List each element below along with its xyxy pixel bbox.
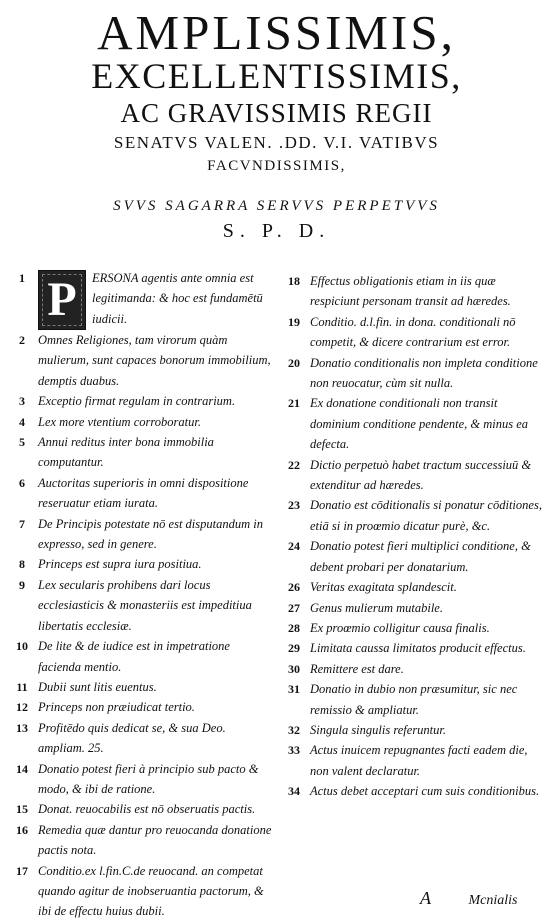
title-line-2: EXCELLENTISSIMIS, (91, 56, 462, 96)
summary-number: 4 (19, 414, 25, 429)
summary-text: Veritas exagitata splandescit. (310, 580, 457, 595)
summary-item (282, 781, 544, 801)
summary-item (10, 575, 275, 636)
summary-number: 9 (19, 577, 25, 592)
title-line-5: FACVNDISSIMIS, (207, 158, 346, 174)
summary-text: Ex donatione conditionali non transit dominium conditione pendente, & minus ea defecta. (310, 396, 529, 452)
summary-item (10, 697, 275, 717)
summary-number: 29 (288, 641, 300, 656)
summary-item (10, 473, 275, 514)
summary-text: Ex proœmio colligitur causa finalis. (310, 620, 490, 635)
summary-text: Remedia quæ dantur pro reuocanda donatione pactis nota. (38, 822, 272, 858)
summary-text: Exceptio firmat regulam in contrarium. (38, 394, 236, 409)
summary-number: 2 (19, 333, 25, 347)
summary-number: 7 (19, 516, 25, 531)
summary-number: 12 (16, 700, 28, 715)
summary-item (282, 271, 544, 312)
summary-number: 8 (19, 557, 25, 572)
summary-item (10, 268, 275, 330)
summary-column-right (282, 271, 544, 802)
summary-number: 26 (288, 580, 300, 595)
summary-number: 34 (288, 784, 300, 799)
summary-item (282, 638, 544, 658)
summary-number: 28 (288, 620, 300, 635)
title-line-4: SENATVS VALEN. .DD. V.I. VATIBVS (113, 133, 440, 152)
summary-text: Donatio potest fieri multiplici conditione, & debent probari per donatarium. (310, 539, 531, 574)
summary-text: Conditio.ex l.fin.C.de reuocand. an competat quando agitur de inobseruantia pactorum, & ibi de effectu huius dubii. (38, 863, 264, 919)
summary-text: Omnes Religiones, tam virorum quàm mulierum, sunt capaces bonorum immobilium, demptis duabus. (38, 333, 271, 388)
summary-text: Genus mulierum mutabile. (310, 600, 443, 615)
summary-item (282, 720, 544, 740)
title-line-3: AC GRAVISSIMIS REGII (120, 98, 433, 128)
summary-text: Conditio. d.l.fin. in dona. conditionali nō competit, & dicere contrarium est error. (310, 314, 516, 350)
summary-column-left (10, 268, 275, 922)
summary-number: 13 (16, 720, 28, 735)
summary-item (282, 495, 544, 536)
summary-number: 14 (16, 761, 28, 776)
summary-item (282, 455, 544, 496)
summary-number: 31 (288, 682, 300, 697)
summary-item (10, 718, 275, 759)
summary-text: Actus inuicem repugnantes facti eadem die, non valent declaratur. (310, 743, 528, 778)
summary-item (10, 799, 275, 819)
summary-item (10, 514, 275, 555)
summary-text: Remittere est dare. (310, 661, 404, 676)
summary-item (282, 598, 544, 618)
summary-number: 11 (16, 679, 28, 694)
summary-number: 1 (19, 271, 25, 285)
catchword: Mcnialis (468, 893, 518, 908)
summary-item (282, 659, 544, 679)
summary-item (10, 636, 275, 677)
summary-item (282, 353, 544, 394)
summary-item (282, 679, 544, 720)
signature-mark: A (420, 888, 431, 908)
summary-text: Profitēdo quis dedicat se, & sua Deo. ampliam. 25. (38, 720, 226, 756)
summary-item (282, 740, 544, 781)
title-line-1: AMPLISSIMIS, (97, 5, 456, 60)
summary-text: Donat. reuocabilis est nō obseruatis pactis. (38, 802, 256, 817)
salutation: S. P. D. (222, 220, 331, 242)
summary-text: Princeps est supra iura positiua. (38, 557, 202, 572)
summary-text: Lex more vtentium corroboratur. (38, 414, 201, 429)
summary-number: 20 (288, 355, 300, 370)
summary-text: Donatio potest fieri à principio sub pacto & modo, & ibi de ratione. (38, 761, 259, 796)
summary-item (10, 412, 275, 432)
summary-item (10, 677, 275, 697)
summary-number: 6 (19, 475, 25, 490)
summary-item (282, 618, 544, 638)
summary-text: Actus debet acceptari cum suis conditionibus. (310, 784, 540, 799)
summary-text: ERSONA agentis ante omnia est legitimanda: & hoc est fundamētū iudicii. (92, 271, 263, 326)
summary-number: 24 (288, 539, 300, 554)
page-footer (420, 888, 518, 909)
dedication-line: SVVS SAGARRA SERVVS PERPETVVS (113, 198, 440, 214)
summary-text: De Principis potestate nō est disputandum in expresso, sed in genere. (38, 516, 263, 552)
summary-item (282, 312, 544, 353)
summary-text: Donatio conditionalis non impleta conditione non reuocatur, cùm sit nulla. (310, 355, 538, 391)
summary-number: 10 (16, 639, 28, 654)
summary-text: De lite & de iudice est in impetratione facienda mentio. (38, 639, 230, 674)
summary-text: Annui reditus inter bona immobilia computantur. (38, 435, 214, 470)
summary-text: Lex secularis prohibens dari locus ecclesiasticis & monasteriis est impeditiua libertatis ecclesiæ. (38, 577, 252, 633)
summary-item (10, 432, 275, 473)
summary-number: 3 (19, 394, 25, 409)
initial-letter: P (47, 273, 77, 326)
summary-item (10, 391, 275, 411)
summary-number: 18 (288, 274, 300, 288)
summary-text: Limitata caussa limitatos producit effectus. (310, 641, 526, 656)
summary-number: 15 (16, 802, 28, 817)
summary-item (10, 820, 275, 861)
summary-text: Effectus obligationis etiam in iis quæ respiciunt personam transit ad hæredes. (310, 274, 511, 309)
summary-item (282, 536, 544, 577)
summary-text: Princeps non præiudicat tertio. (38, 700, 195, 715)
summary-number: 21 (288, 396, 300, 411)
summary-text: Donatio in dubio non præsumitur, sic nec remissio & ampliatur. (310, 682, 518, 717)
summary-text: Singula singulis referuntur. (310, 722, 447, 737)
decorated-initial (38, 270, 86, 330)
summary-text: Auctoritas superioris in omni dispositione reseruatur etiam iurata. (38, 475, 249, 511)
summary-item (10, 759, 275, 800)
summary-number: 27 (288, 600, 300, 615)
summary-number: 32 (288, 722, 300, 737)
summary-text: Dictio perpetuò habet tractum successiuū & extenditur ad hæredes. (310, 457, 532, 493)
summary-number: 30 (288, 661, 300, 676)
summary-text: Dubii sunt litis euentus. (38, 679, 157, 694)
summary-number: 16 (16, 822, 28, 837)
summary-number: 23 (288, 498, 300, 513)
summary-item (282, 393, 544, 454)
summary-number: 22 (288, 457, 300, 472)
summary-number: 19 (288, 314, 300, 329)
summary-number: 5 (19, 435, 25, 450)
summary-item (10, 554, 275, 574)
summary-item (282, 577, 544, 597)
summary-number: 17 (16, 863, 28, 878)
summary-item (10, 330, 275, 391)
summary-text: Donatio est cōditionalis si ponatur cōditiones, etiā si in proœmio dicatur purè, &c. (310, 498, 542, 533)
summary-number: 33 (288, 743, 300, 758)
